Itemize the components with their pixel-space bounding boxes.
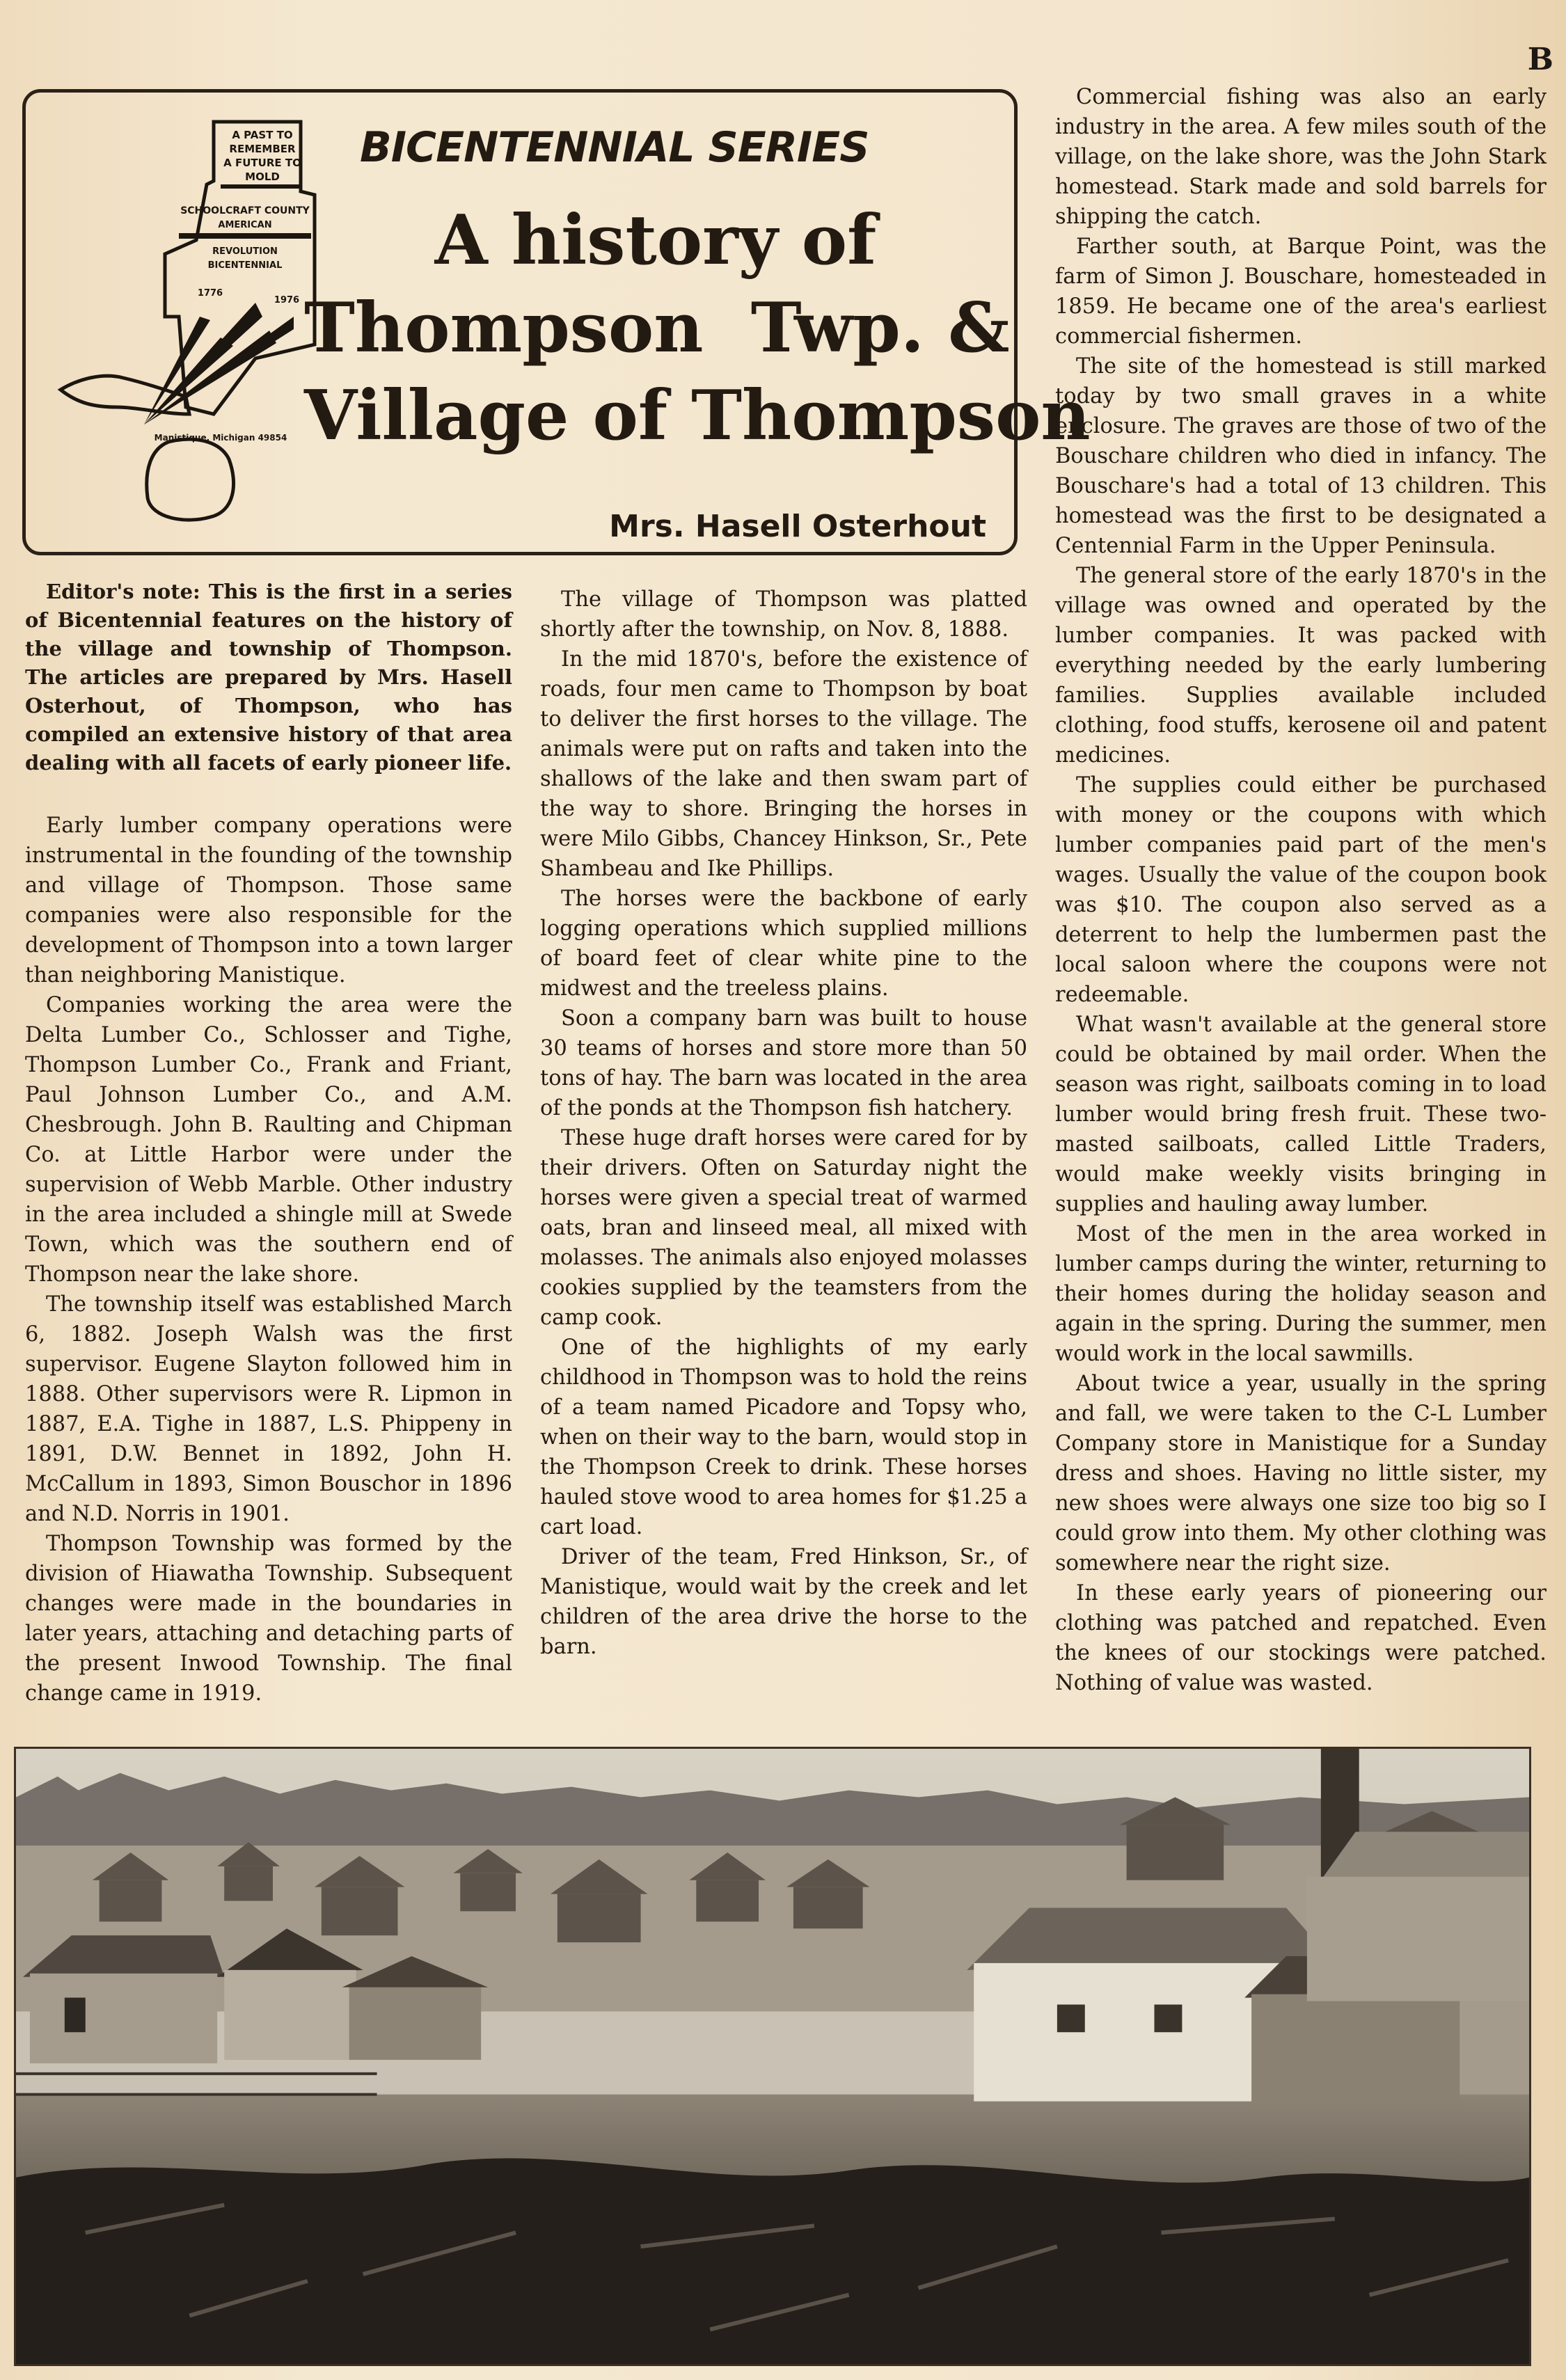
paragraph: These huge draft horses were cared for by their drivers. Often on Saturday night the horses were given a special treat of warmed oats, bran and linseed meal, all mixed with molasses. The animals also enjoyed molasses cookies supplied by the teamsters from the camp cook. xyxy=(540,1126,1027,1330)
column-2 xyxy=(540,585,1027,1662)
paragraph: The township itself was established March 6, 1882. Joseph Walsh was the first supervisor. Eugene Slayton followed him in 1888. Other supervisors were R. Lipmon in 1887, E.A. Tighe in 1887, L.S. Phippeny in 1891, D.W. Bennet in 1892, John H. McCallum in 1893, Simon Bouschor in 1896 and N.D. Norris in 1901. xyxy=(25,1292,512,1526)
logo-text-10: 1976 xyxy=(274,295,300,306)
paragraph: One of the highlights of my early childhood in Thompson was to hold the reins of a team named Picadore and Topsy who, when on their way to the barn, would stop in the Thompson Creek to drink. These horses hauled stove wood to area homes for $1.25 a cart load. xyxy=(540,1335,1027,1539)
paragraph: The supplies could either be purchased with money or the coupons with which lumber companies paid part of the men's wages. Usually the value of the coupon book was $10. The coupon also served as a deterrent to help the lumbermen past the local saloon where the coupons were not redeemable. xyxy=(1055,773,1547,1007)
logo-text-4: MOLD xyxy=(245,170,280,183)
headline xyxy=(304,197,1091,460)
paragraph: Companies working the area were the Delta Lumber Co., Schlosser and Tighe, Thompson Lumber Co., Frank and Friant, Paul Johnson Lumber Co., and A.M. Chesbrough. John B. Raulting and Chipman Co. at Little Harbor were under the supervision of Webb Marble. Other industry in the area included a shingle mill at Swede Town, which was the southern end of Thompson near the lake shore. xyxy=(25,993,512,1287)
bicentennial-logo xyxy=(47,108,339,525)
headline-line-2: Thompson Twp. & xyxy=(304,288,1010,368)
logo-text-7: REVOLUTION xyxy=(212,246,278,257)
paragraph: Driver of the team, Fred Hinkson, Sr., of Manistique, would wait by the creek and let children of the area drive the horse to the barn. xyxy=(540,1545,1027,1659)
paragraph: Commercial fishing was also an early industry in the area. A few miles south of the village, on the lake shore, was the John Stark homestead. Stark made and sold barrels for shipping the catch. xyxy=(1055,85,1547,229)
series-title: BICENTENNIAL SERIES xyxy=(360,123,869,172)
logo-text-11: Manistique, Michigan 49854 xyxy=(154,433,287,443)
logo-text-1: A PAST TO xyxy=(232,129,293,141)
paragraph: Most of the men in the area worked in lumber camps during the winter, returning to their homes during the holiday season and again in the spring. During the summer, men would work in the local sawmills. xyxy=(1055,1222,1547,1366)
logo-text-2: REMEMBER xyxy=(229,143,296,155)
paragraph: The village of Thompson was platted shortly after the township, on Nov. 8, 1888. xyxy=(540,587,1027,642)
header-box xyxy=(22,89,1091,555)
corner-mark: B xyxy=(1527,42,1553,77)
paragraph: Farther south, at Barque Point, was the farm of Simon J. Bouschare, homesteaded in 1859. He became one of the area's earliest commercial fishermen. xyxy=(1055,235,1547,349)
paragraph: What wasn't available at the general store could be obtained by mail order. When the season was right, sailboats coming in to load lumber would bring fresh fruit. These two-masted sailboats, called Little Traders, would make weekly visits bringing in supplies and hauling away lumber. xyxy=(1055,1013,1547,1216)
paragraph: The horses were the backbone of early logging operations which supplied millions of board feet of clear white pine to the midwest and the treeless plains. xyxy=(540,887,1027,1001)
logo-text-8: BICENTENNIAL xyxy=(207,260,283,271)
logo-text-6: AMERICAN xyxy=(218,220,272,230)
paragraph: Thompson Township was formed by the division of Hiawatha Township. Subsequent changes were made in the boundaries in later years, attaching and detaching parts of the present Inwood Township. The final change came in 1919. xyxy=(25,1532,512,1706)
column-3 xyxy=(1055,82,1547,1698)
paragraph: Early lumber company operations were instrumental in the founding of the township and village of Thompson. Those same companies were also responsible for the development of Thompson into a town larger than neighboring Manistique. xyxy=(25,814,512,987)
village-photo xyxy=(14,1747,1531,2366)
headline-line-1: A history of xyxy=(434,200,877,280)
headline-line-3: Village of Thompson xyxy=(304,376,1091,456)
byline: Mrs. Hasell Osterhout xyxy=(609,509,986,544)
paragraph: The general store of the early 1870's in the village was owned and operated by the lumber companies. It was packed with everything needed by the early lumbering families. Supplies available included clothing, food stuffs, kerosene oil and patent medicines. xyxy=(1055,564,1547,768)
paragraph: The site of the homestead is still marked today by two small graves in a white enclosure. The graves are those of two of the Bouschare children who died in infancy. The Bouschare's had a total of 13 children. This homestead was the first to be designated a Centennial Farm in the Upper Peninsula. xyxy=(1055,354,1547,558)
logo-text-3: A FUTURE TO xyxy=(223,157,301,169)
paragraph: In the mid 1870's, before the existence of roads, four men came to Thompson by boat to deliver the first horses to the village. The animals were put on rafts and taken into the shallows of the lake and then swam part of the way to shore. Bringing the horses in were Milo Gibbs, Chancey Hinkson, Sr., Pete Shambeau and Ike Phillips. xyxy=(540,647,1027,881)
column-1 xyxy=(25,578,512,1708)
paragraph: About twice a year, usually in the spring and fall, we were taken to the C-L Lumber Company store in Manistique for a Sunday dress and shoes. Having no little sister, my new shoes were always one size too big so I could grow into them. My other clothing was somewhere near the right size. xyxy=(1055,1372,1547,1576)
logo-text-9: 1776 xyxy=(197,288,223,299)
paragraph: Soon a company barn was built to house 30 teams of horses and store more than 50 tons of hay. The barn was located in the area of the ponds at the Thompson fish hatchery. xyxy=(540,1006,1027,1120)
editor-note: Editor's note: This is the first in a series of Bicentennial features on the history of the village and township of Thompson. The articles are prepared by Mrs. Hasell Osterhout, of Thompson, who has compiled an extensive history of that area dealing with all facets of early pioneer life. xyxy=(25,580,512,775)
logo-text-5: SCHOOLCRAFT COUNTY xyxy=(180,205,310,216)
paragraph: In these early years of pioneering our clothing was patched and repatched. Even the knees of our stockings were patched. Nothing of value was wasted. xyxy=(1055,1581,1547,1695)
